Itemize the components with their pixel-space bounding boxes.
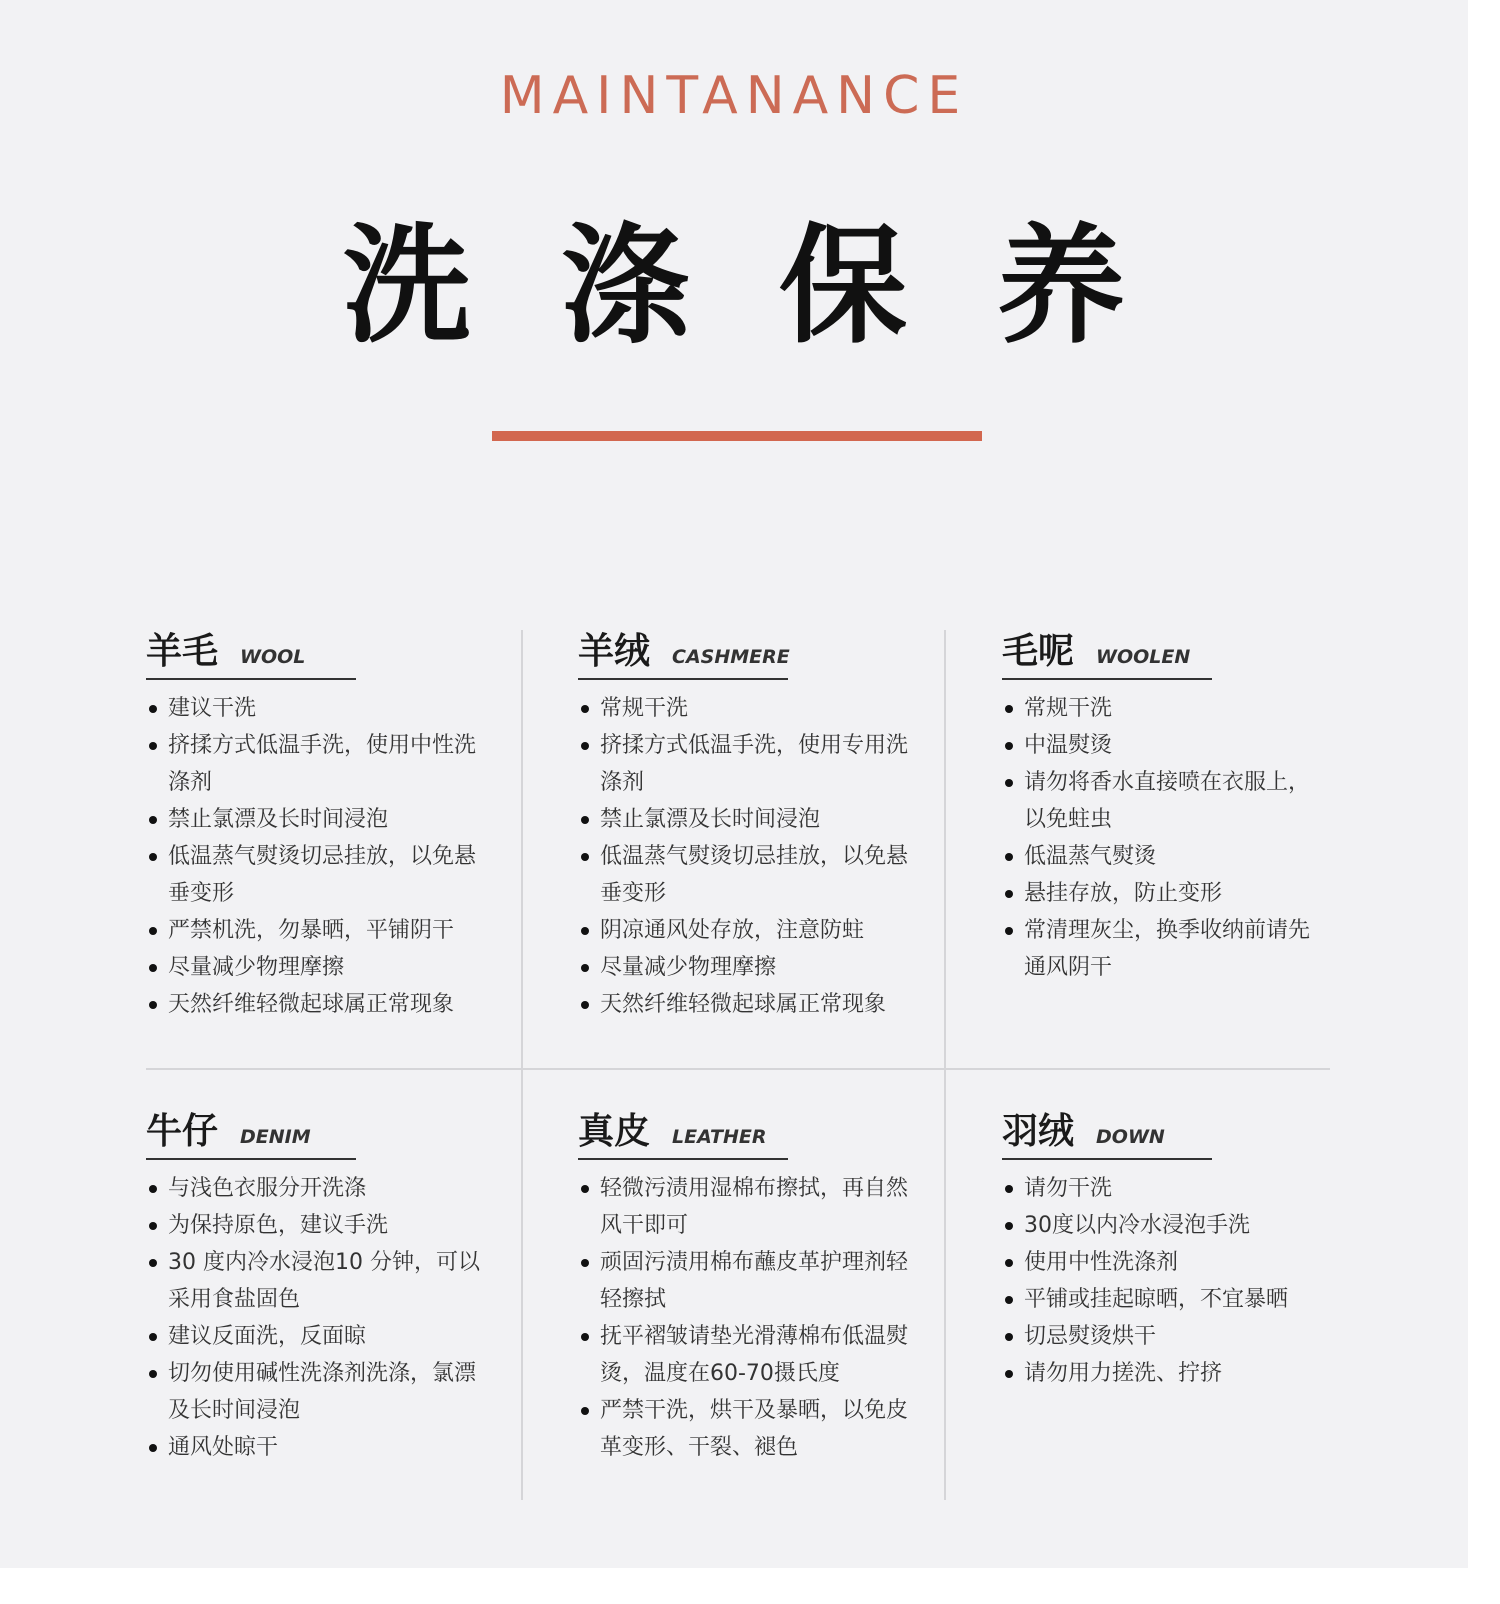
list-item: 尽量减少物理摩擦 (146, 949, 496, 986)
list-item: 常清理灰尘，换季收纳前请先通风阴干 (1002, 912, 1330, 986)
section-header (578, 1110, 788, 1160)
section-header (578, 630, 788, 680)
row-divider (146, 1068, 1330, 1070)
list-item: 天然纤维轻微起球属正常现象 (578, 986, 928, 1023)
list-item: 建议反面洗，反面晾 (146, 1318, 496, 1355)
list-item: 请勿干洗 (1002, 1170, 1330, 1207)
list-item: 轻微污渍用湿棉布擦拭，再自然风干即可 (578, 1170, 928, 1244)
section-title-cn: 羽绒 (1002, 1111, 1075, 1152)
care-grid (146, 630, 1330, 1500)
section-woolen (1002, 630, 1330, 986)
care-list (578, 690, 928, 1023)
section-header (1002, 630, 1212, 680)
kicker-heading: MAINTANANCE (499, 66, 969, 126)
section-title-cn: 牛仔 (146, 1111, 219, 1152)
list-item: 切勿使用碱性洗涤剂洗涤，氯漂及长时间浸泡 (146, 1355, 496, 1429)
list-item: 严禁干洗，烘干及暴晒，以免皮革变形、干裂、褪色 (578, 1392, 928, 1466)
section-title-en: DENIM (240, 1126, 311, 1148)
list-item: 低温蒸气熨烫 (1002, 838, 1330, 875)
section-leather (578, 1110, 928, 1466)
list-item: 挤揉方式低温手洗，使用中性洗涤剂 (146, 727, 496, 801)
list-item: 请勿用力搓洗、拧挤 (1002, 1355, 1330, 1392)
list-item: 30 度内冷水浸泡10 分钟，可以采用食盐固色 (146, 1244, 496, 1318)
list-item: 抚平褶皱请垫光滑薄棉布低温熨烫，温度在60-70摄氏度 (578, 1318, 928, 1392)
section-wool (146, 630, 496, 1023)
care-list (578, 1170, 928, 1466)
page-title: 洗涤保养 (342, 212, 1215, 361)
section-title-cn: 羊绒 (578, 631, 651, 672)
section-title-en: LEATHER (672, 1126, 767, 1148)
section-cashmere (578, 630, 928, 1023)
section-header (146, 1110, 356, 1160)
care-list (146, 690, 496, 1023)
list-item: 悬挂存放，防止变形 (1002, 875, 1330, 912)
accent-divider (492, 431, 982, 441)
list-item: 低温蒸气熨烫切忌挂放，以免悬垂变形 (578, 838, 928, 912)
list-item: 与浅色衣服分开洗涤 (146, 1170, 496, 1207)
section-header (1002, 1110, 1212, 1160)
list-item: 严禁机洗，勿暴晒，平铺阴干 (146, 912, 496, 949)
list-item: 请勿将香水直接喷在衣服上，以免蛀虫 (1002, 764, 1330, 838)
column-divider (944, 630, 946, 1500)
section-title-en: DOWN (1096, 1126, 1165, 1148)
list-item: 平铺或挂起晾晒，不宜暴晒 (1002, 1281, 1330, 1318)
list-item: 30度以内冷水浸泡手洗 (1002, 1207, 1330, 1244)
section-header (146, 630, 356, 680)
section-title-cn: 毛呢 (1002, 631, 1075, 672)
list-item: 切忌熨烫烘干 (1002, 1318, 1330, 1355)
list-item: 为保持原色，建议手洗 (146, 1207, 496, 1244)
list-item: 使用中性洗涤剂 (1002, 1244, 1330, 1281)
section-denim (146, 1110, 496, 1466)
list-item: 阴凉通风处存放，注意防蛀 (578, 912, 928, 949)
list-item: 天然纤维轻微起球属正常现象 (146, 986, 496, 1023)
list-item: 建议干洗 (146, 690, 496, 727)
list-item: 尽量减少物理摩擦 (578, 949, 928, 986)
list-item: 常规干洗 (578, 690, 928, 727)
care-list (1002, 1170, 1330, 1392)
section-down (1002, 1110, 1330, 1392)
column-divider (521, 630, 523, 1500)
list-item: 通风处晾干 (146, 1429, 496, 1466)
list-item: 禁止氯漂及长时间浸泡 (578, 801, 928, 838)
section-title-en: WOOL (240, 646, 306, 668)
section-title-cn: 羊毛 (146, 631, 219, 672)
section-title-cn: 真皮 (578, 1111, 651, 1152)
care-list (146, 1170, 496, 1466)
list-item: 中温熨烫 (1002, 727, 1330, 764)
list-item: 低温蒸气熨烫切忌挂放，以免悬垂变形 (146, 838, 496, 912)
section-title-en: WOOLEN (1096, 646, 1191, 668)
section-title-en: CASHMERE (672, 646, 790, 668)
care-list (1002, 690, 1330, 986)
list-item: 常规干洗 (1002, 690, 1330, 727)
list-item: 禁止氯漂及长时间浸泡 (146, 801, 496, 838)
list-item: 挤揉方式低温手洗，使用专用洗涤剂 (578, 727, 928, 801)
list-item: 顽固污渍用棉布蘸皮革护理剂轻轻擦拭 (578, 1244, 928, 1318)
